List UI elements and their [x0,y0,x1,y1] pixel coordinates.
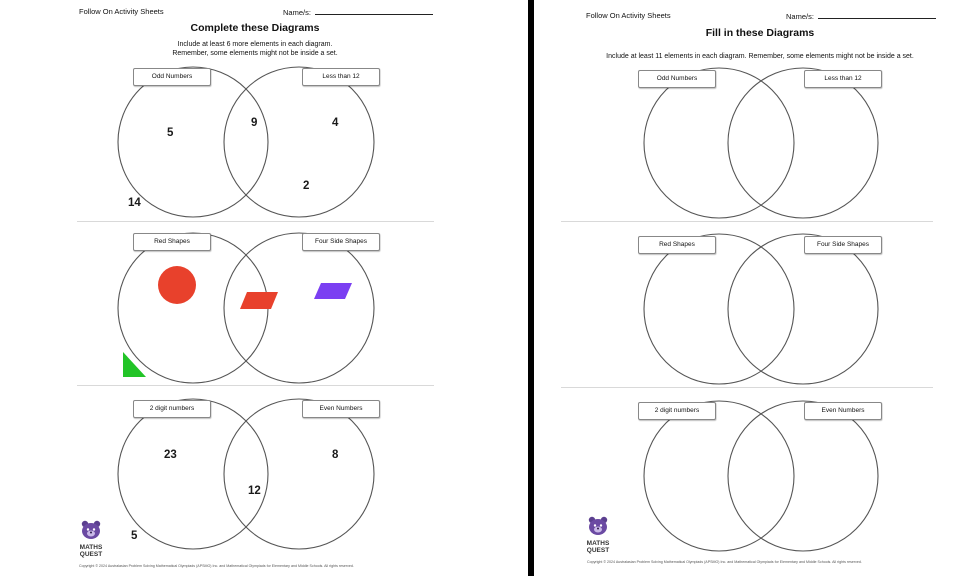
venn-circles [534,0,966,576]
section-divider [561,387,933,388]
instruction-line-2: Remember, some elements might not be inside a set. [172,50,338,57]
venn1-label-b: Less than 12 [302,68,380,86]
logo-text-line2: QUEST [586,546,610,554]
section-divider [77,221,434,222]
venn3-circle-b [728,401,878,551]
venn1-value: 2 [303,180,310,192]
bear-icon [587,516,609,536]
venn1-value: 9 [251,117,258,129]
venn2-label-b: Four Side Shapes [804,236,882,254]
page-title: Fill in these Diagrams [705,27,815,39]
venn3-value: 12 [248,485,261,497]
venn3-label-a: 2 digit numbers [638,402,716,420]
venn1-label-a: Odd Numbers [638,70,716,88]
copyright-text: Copyright © 2024 Australasian Problem Solving Mathematical Olympiads (APSMO) Inc. and Mathematical Olympiads for Elementary and Middle Schools. All rights reserved. [79,564,354,568]
red-parallelogram-shape [240,292,278,309]
sheet-header-label: Follow On Activity Sheets [586,11,671,20]
copyright-text: Copyright © 2024 Australasian Problem Solving Mathematical Olympiads (APSMO) Inc. and Mathematical Olympiads for Elementary and Middle Schools. All rights reserved. [587,560,862,564]
venn3-label-a: 2 digit numbers [133,400,211,418]
venn1-value: 5 [167,127,174,139]
bear-icon [80,520,102,540]
section-divider [77,385,434,386]
venn1-circle-b [728,68,878,218]
venn2-circle-b [728,234,878,384]
maths-quest-logo [75,520,107,558]
venn3-value: 5 [131,530,138,542]
venn3-circle-a [644,401,794,551]
maths-quest-logo [582,516,614,554]
venn2-label-b: Four Side Shapes [302,233,380,251]
red-circle-shape [158,266,196,304]
venn2-circle-a [644,234,794,384]
instruction-line-1: Include at least 6 more elements in each diagram. [177,41,333,48]
venn1-value: 4 [332,117,339,129]
venn1-label-a: Odd Numbers [133,68,211,86]
venn3-value: 8 [332,449,339,461]
logo-text-line1: MATHS [79,544,103,551]
venn3-label-b: Even Numbers [804,402,882,420]
venn2-label-a: Red Shapes [638,236,716,254]
page-title: Complete these Diagrams [190,22,320,34]
venn1-label-b: Less than 12 [804,70,882,88]
venn1-circle-a [644,68,794,218]
worksheet-page-fill [534,0,966,576]
logo-text-line1: MATHS [586,540,610,547]
section-divider [561,221,933,222]
sheet-header-label: Follow On Activity Sheets [79,7,164,16]
venn2-label-a: Red Shapes [133,233,211,251]
venn3-label-b: Even Numbers [302,400,380,418]
venn1-value: 14 [128,197,141,209]
name-label: Name/s: [283,8,311,17]
purple-parallelogram-shape [314,283,352,299]
name-label: Name/s: [786,12,814,21]
instruction-line: Include at least 11 elements in each diagram. Remember, some elements might not be inside a set. [606,53,914,60]
logo-text-line2: QUEST [79,550,103,558]
venn3-value: 23 [164,449,177,461]
